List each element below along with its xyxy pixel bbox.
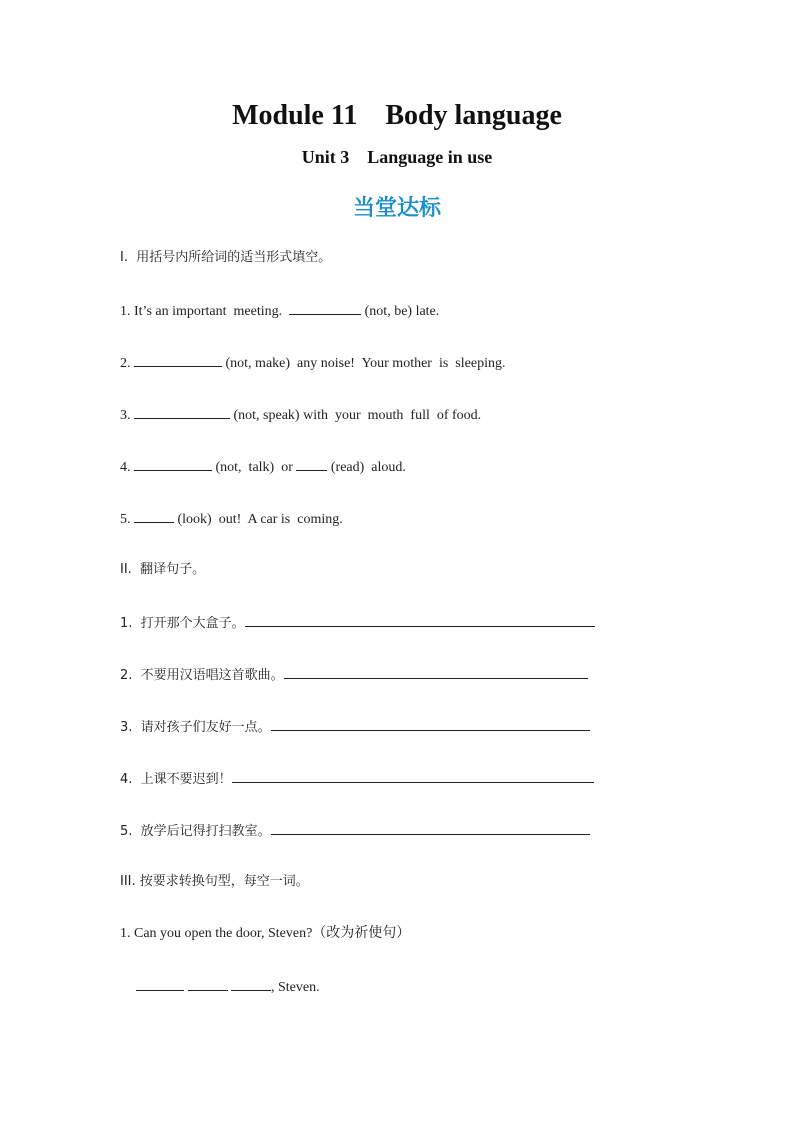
exercise-1-2: 2. (not, make) any noise! Your mother is sleeping.	[120, 353, 505, 373]
answer-blank[interactable]	[134, 405, 230, 419]
exercise-1-3: 3. (not, speak) with your mouth full of food.	[120, 405, 481, 425]
answer-line[interactable]	[284, 665, 588, 679]
answer-blank[interactable]	[134, 509, 174, 523]
section-3-heading: III. 按要求转换句型，每空一词。	[120, 874, 309, 889]
section-1-heading: I. 用括号内所给词的适当形式填空。	[120, 250, 332, 265]
answer-blank[interactable]	[134, 353, 222, 367]
translation-1: 1. 打开那个大盒子。	[120, 613, 595, 633]
answer-blank[interactable]	[289, 301, 361, 315]
transform-1-question: 1. Can you open the door, Steven?（改为祈使句）	[120, 926, 411, 941]
translation-5: 5. 放学后记得打扫教室。	[120, 821, 590, 841]
section-banner: 当堂达标	[352, 196, 441, 221]
answer-blank[interactable]	[188, 977, 228, 991]
section-2-heading: II. 翻译句子。	[120, 562, 206, 577]
answer-blank[interactable]	[136, 977, 184, 991]
answer-line[interactable]	[271, 821, 590, 835]
transform-1-answer: , Steven.	[136, 977, 320, 997]
translation-2: 2. 不要用汉语唱这首歌曲。	[120, 665, 588, 685]
page-subtitle: Unit 3 Language in use	[301, 147, 493, 167]
translation-4: 4. 上课不要迟到！	[120, 769, 594, 789]
answer-blank[interactable]	[296, 457, 327, 471]
answer-line[interactable]	[232, 769, 594, 783]
answer-blank[interactable]	[231, 977, 271, 991]
exercise-1-5: 5. (look) out! A car is coming.	[120, 509, 343, 529]
translation-3: 3. 请对孩子们友好一点。	[120, 717, 590, 737]
answer-blank[interactable]	[134, 457, 212, 471]
exercise-1-4: 4. (not, talk) or (read) aloud.	[120, 457, 406, 477]
answer-line[interactable]	[245, 613, 595, 627]
page-title: Module 11 Body language	[232, 100, 562, 131]
exercise-1-1: 1. It’s an important meeting. (not, be) late.	[120, 301, 439, 321]
answer-line[interactable]	[271, 717, 590, 731]
